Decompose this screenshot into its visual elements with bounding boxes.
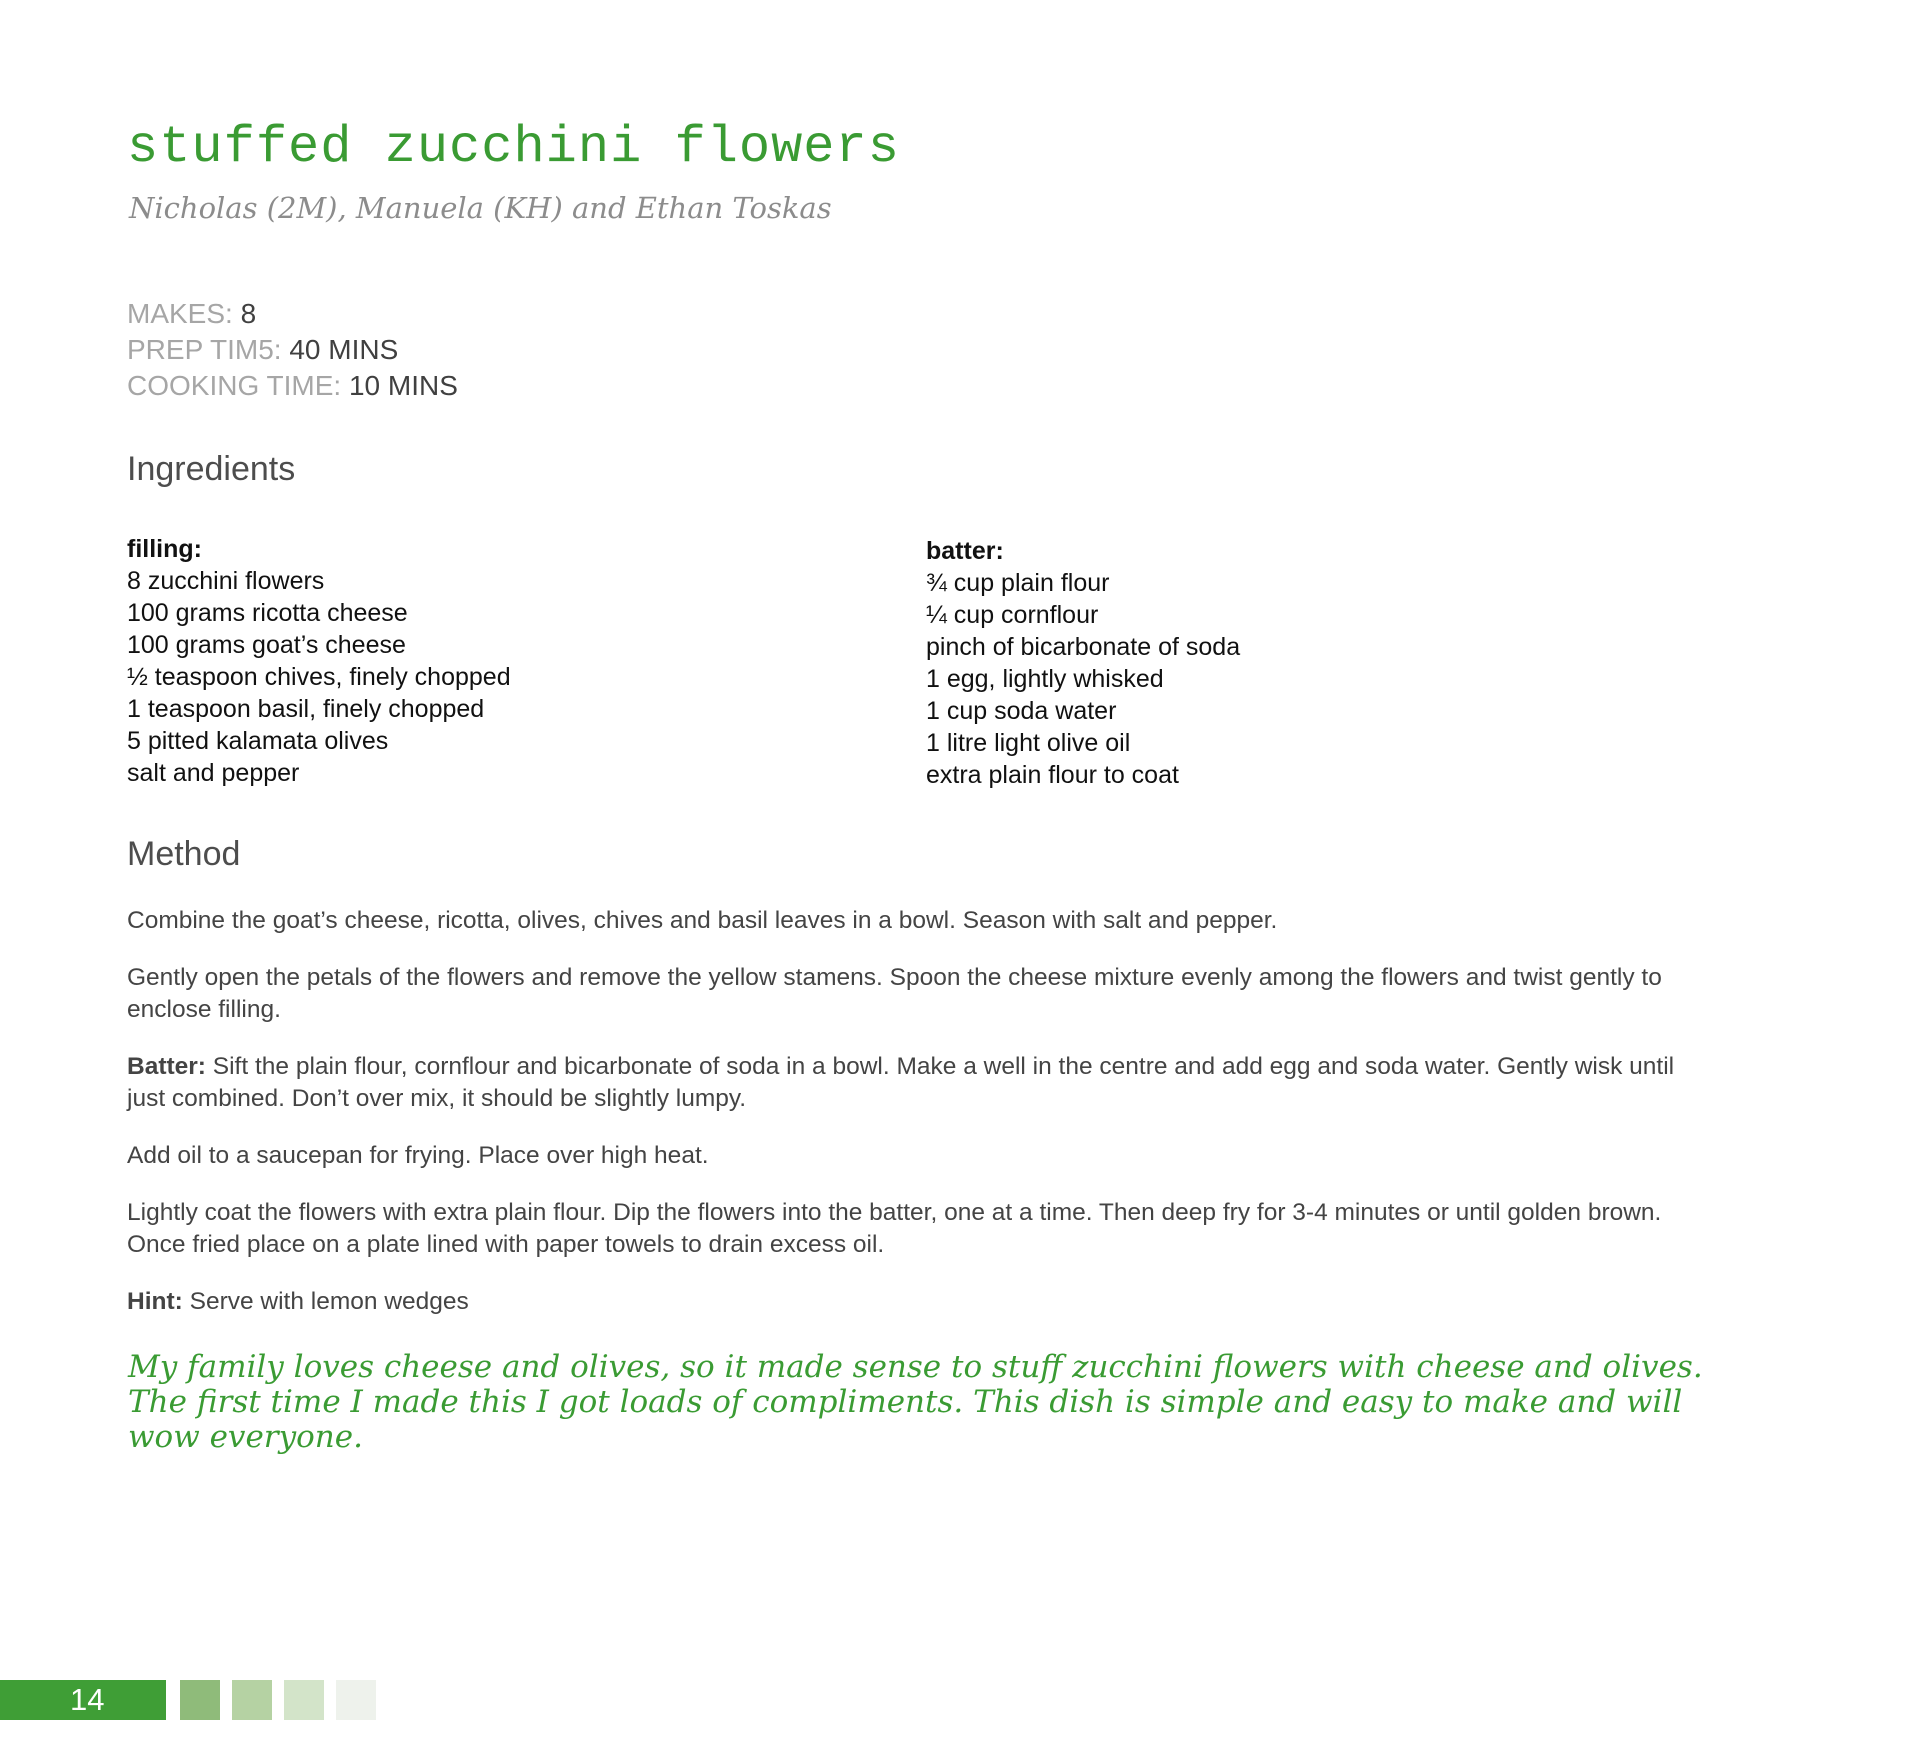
prep-time-label: PREP TIM5: xyxy=(127,334,282,365)
ingredient-item: ¼ cup cornflour xyxy=(926,601,1099,629)
method-step-1: Combine the goat’s cheese, ricotta, olives, chives and basil leaves in a bowl. Season with salt and pepper. xyxy=(127,907,1278,934)
recipe-title: stuffed zucchini flowers xyxy=(127,118,900,177)
hint-label: Hint: xyxy=(127,1288,183,1315)
method-step-3 xyxy=(127,1051,1687,1115)
method-steps xyxy=(127,905,1687,1343)
prep-time-row xyxy=(127,332,458,368)
ingredient-item: salt and pepper xyxy=(127,759,300,787)
footer-square xyxy=(232,1680,272,1720)
hint xyxy=(127,1286,1687,1318)
batter-label: batter: xyxy=(926,537,1004,565)
cooking-time-label: COOKING TIME: xyxy=(127,370,342,401)
ingredient-item: extra plain flour to coat xyxy=(926,761,1179,789)
filling-ingredients xyxy=(127,533,511,789)
method-step-4: Add oil to a saucepan for frying. Place over high heat. xyxy=(127,1142,709,1169)
method-step-5: Lightly coat the flowers with extra plain flour. Dip the flowers into the batter, one at a time. Then deep fry for 3-4 minutes or until golden brown. Once fried place on a plate lined with paper towels to drain excess oil. xyxy=(127,1199,1662,1258)
ingredient-item: 5 pitted kalamata olives xyxy=(127,727,389,755)
ingredient-item: 100 grams ricotta cheese xyxy=(127,599,408,627)
ingredient-item: 8 zucchini flowers xyxy=(127,567,325,595)
filling-label: filling: xyxy=(127,535,202,563)
family-quote: My family loves cheese and olives, so it made sense to stuff zucchini flowers with cheese and olives. The first time I made this I got loads of compliments. This dish is simple and easy to make and will wow everyone. xyxy=(128,1349,1703,1455)
makes-label: MAKES: xyxy=(127,298,233,329)
recipe-authors: Nicholas (2M), Manuela (KH) and Ethan Toskas xyxy=(129,191,832,225)
method-heading: Method xyxy=(127,835,241,873)
ingredient-item: 1 cup soda water xyxy=(926,697,1117,725)
batter-ingredients xyxy=(926,535,1240,791)
ingredient-item: ½ teaspoon chives, finely chopped xyxy=(127,663,511,691)
ingredient-item: 100 grams goat’s cheese xyxy=(127,631,406,659)
prep-time-value: 40 MINS xyxy=(289,334,399,365)
makes-row xyxy=(127,296,458,332)
ingredient-item: ¾ cup plain flour xyxy=(926,569,1110,597)
ingredient-item: 1 teaspoon basil, finely chopped xyxy=(127,695,485,723)
cooking-time-row xyxy=(127,368,458,404)
footer-square xyxy=(284,1680,324,1720)
batter-step-text: Sift the plain flour, cornflour and bicarbonate of soda in a bowl. Make a well in the centre and add egg and soda water. Gently wisk until just combined. Don’t over mix, it should be slightly lumpy. xyxy=(127,1053,1675,1112)
method-step-2: Gently open the petals of the flowers and remove the yellow stamens. Spoon the cheese mixture evenly among the flowers and twist gently to enclose filling. xyxy=(127,964,1662,1023)
ingredient-item: pinch of bicarbonate of soda xyxy=(926,633,1241,661)
makes-value: 8 xyxy=(240,298,257,329)
hint-text: Serve with lemon wedges xyxy=(182,1288,469,1315)
ingredients-heading: Ingredients xyxy=(127,450,296,488)
footer-square xyxy=(180,1680,220,1720)
footer-square xyxy=(336,1680,376,1720)
ingredient-item: 1 litre light olive oil xyxy=(926,729,1131,757)
batter-step-label: Batter: xyxy=(127,1053,206,1080)
ingredient-item: 1 egg, lightly whisked xyxy=(926,665,1164,693)
page-number: 14 xyxy=(70,1682,105,1717)
recipe-meta xyxy=(127,296,458,404)
cooking-time-value: 10 MINS xyxy=(348,370,458,401)
